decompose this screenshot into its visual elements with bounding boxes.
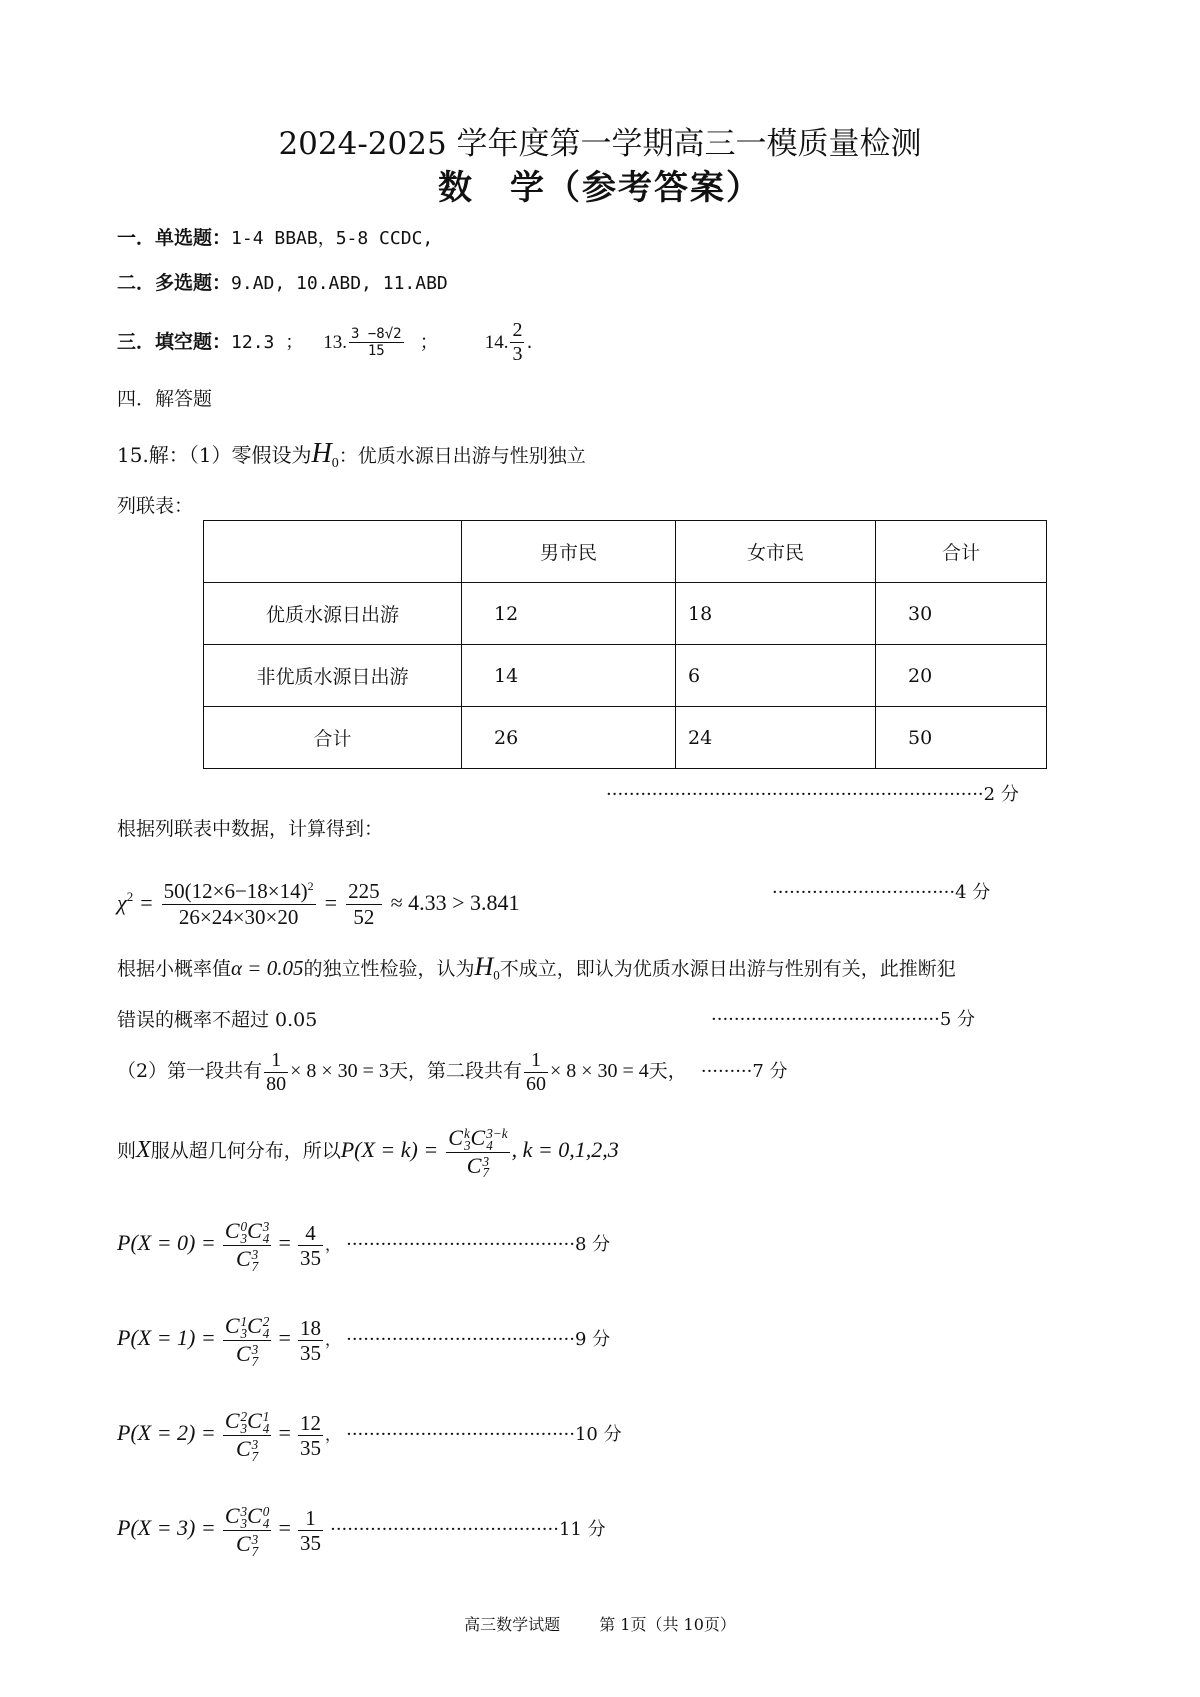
fraction-numerator: C 0 3 C 3 4 (224, 1218, 270, 1247)
table-cell: 12 (462, 583, 676, 645)
fraction-numerator: $50(12\times 6-18\times 14)^2$ (163, 879, 314, 904)
conclusion-text: 根据小概率值 (117, 958, 232, 980)
answer-q14-fraction (510, 319, 524, 366)
dot-leader: ·································································· (606, 784, 984, 805)
dot-leader: ········································ (346, 1329, 575, 1350)
page-number: 第 1页（共 10页） (599, 1615, 736, 1634)
fraction-numerator: 225 (348, 879, 380, 904)
prob-lhs: P(X = 3) = (117, 1515, 216, 1540)
compute-text: 根据列联表中数据，计算得到： (117, 818, 384, 840)
section-single-choice (117, 223, 433, 250)
random-variable-x: X (136, 1137, 151, 1163)
chi-square-formula: $\chi^2$ = $\frac{50(12\times 6-18\times 14)^2}{26\times 24\times 30\times 20}$ = $\frac{225}{52}$ ≈ 4.33 > 3.841 (117, 879, 520, 929)
h0-symbol: H (311, 438, 332, 469)
table-row (204, 645, 1047, 707)
c3-superscript: 3 (240, 1504, 248, 1520)
table-cell: 非优质水源日出游 (204, 645, 462, 707)
table-header-cell: 男市民 (462, 521, 676, 583)
fraction-numerator: 12 (300, 1410, 321, 1435)
footer-left: 高三数学试题 (464, 1615, 561, 1634)
c4-superscript: 3 (262, 1219, 270, 1235)
fraction-numerator: 3 −8√2 (351, 325, 402, 342)
prob-separator: ， (325, 1330, 342, 1349)
fraction-denominator: C 3 7 (235, 1531, 259, 1559)
table-cell: 优质水源日出游 (204, 583, 462, 645)
chi-result: ≈ 4.33 > 3.841 (390, 890, 520, 916)
section-solutions: 四．解答题 (117, 388, 213, 410)
c3-superscript: 0 (240, 1219, 248, 1235)
part2-expr: × 8 × 30 = 3 (290, 1060, 389, 1082)
table-cell: 合计 (204, 707, 462, 769)
prob-separator: ， (325, 1425, 342, 1444)
part2-text: 天， (648, 1060, 687, 1082)
c3-superscript: 1 (240, 1314, 248, 1330)
prob-combination-fraction (223, 1408, 272, 1463)
fraction-denominator: 35 (300, 1246, 321, 1270)
prob-value-fraction (298, 1506, 323, 1555)
probability-row-1: P(X = 1) = C 1 3 C 2 4 C 3 7 = $\frac{18}{35}$ ， ········································9 分 (117, 1313, 611, 1369)
dist-formula-lhs: P(X = k) = (340, 1137, 439, 1162)
fraction-numerator: C 1 3 C 2 4 (224, 1313, 270, 1342)
c4-superscript: 1 (262, 1409, 270, 1425)
prob-combination-fraction (223, 1218, 272, 1273)
score-label: 5 分 (939, 1009, 976, 1030)
table-row (204, 707, 1047, 769)
contingency-table (203, 520, 1047, 769)
dot-leader: ········································ (346, 1234, 575, 1255)
table-header-cell (204, 521, 462, 583)
dot-leader: ········· (700, 1061, 753, 1082)
score-line-4 (772, 878, 990, 904)
section-label: 三．填空题： (117, 331, 232, 353)
fraction-numerator: C 2 3 C 1 4 (224, 1408, 270, 1437)
score-label: 10 分 (574, 1424, 622, 1445)
conclusion-line-2: 错误的概率不超过 0.05 (117, 1009, 318, 1031)
fraction-numerator: 18 (300, 1315, 321, 1340)
page-subtitle: 数 学（参考答案） (438, 168, 762, 208)
score-label: 9 分 (574, 1329, 611, 1350)
chi-symbol: χ (117, 890, 127, 916)
distribution-line (117, 1108, 619, 1192)
table-header-cell: 合计 (876, 521, 1047, 583)
table-cell: 6 (676, 645, 876, 707)
probability-row-2: P(X = 2) = C 2 3 C 1 4 C 3 7 = $\frac{12}{35}$ ， ········································10 分 (117, 1408, 622, 1464)
dot-leader: ········································ (346, 1424, 575, 1445)
fraction-numerator: C 3 3 C 0 4 (224, 1503, 270, 1532)
multi-choice-answers: 9.AD, 10.ABD, 11.ABD (231, 273, 448, 294)
score-line-2 (606, 780, 1019, 806)
fraction-denominator: 60 (525, 1072, 546, 1095)
dist-text: 服从超几何分布，所以 (150, 1140, 341, 1162)
chi-main-fraction (162, 879, 316, 928)
fraction-denominator: C 3 7 (235, 1246, 259, 1274)
prob-lhs: P(X = 2) = (117, 1420, 216, 1445)
section-fill-blank: 三．填空题：12.3 ； 13. $\frac{3 -8√2}{15}$ ； 14. $\frac{2}{3}$ . (117, 319, 533, 365)
alpha-value: α = 0.05 (231, 956, 304, 980)
section-label: 一．单选题： (117, 227, 232, 249)
conclusion-line-1 (117, 952, 956, 984)
table-cell: 24 (676, 707, 876, 769)
prob-combination-fraction (223, 1313, 272, 1368)
score-line-5 (711, 1005, 975, 1031)
prob-separator: ， (325, 1235, 342, 1254)
table-caption: 列联表： (117, 495, 194, 517)
single-choice-answers: 1-4 BBAB，5-8 CCDC, (231, 228, 434, 249)
fraction-numerator: 2 (512, 319, 523, 341)
dist-text: 则 (117, 1140, 137, 1162)
fraction-1-80 (264, 1049, 288, 1096)
part2-text: （2）第一段共有 (117, 1060, 263, 1082)
dist-formula-fraction (446, 1125, 509, 1180)
score-label: 4 分 (955, 882, 991, 903)
table-cell: 50 (876, 707, 1047, 769)
probability-row-3: P(X = 3) = C 3 3 C 0 4 C 3 7 = $\frac{1}{35}$ ········································11 分 (117, 1503, 606, 1559)
answer-q13-fraction (349, 326, 404, 359)
chi-value-fraction (346, 879, 382, 928)
chi-numerator-text: 50(12×6−18×14) (163, 879, 308, 904)
fraction-denominator: 3 (512, 343, 523, 365)
fraction-denominator: 26×24×30×20 (178, 904, 299, 929)
table-cell: 20 (876, 645, 1047, 707)
hypothesis-text: ：优质水源日出游与性别独立 (338, 445, 586, 467)
conclusion-text: 的独立性检验，认为 (303, 958, 475, 980)
table-header-cell: 女市民 (676, 521, 876, 583)
table-row (204, 583, 1047, 645)
fraction-denominator: C 3 7 (235, 1436, 259, 1464)
score-label: 2 分 (983, 784, 1019, 805)
prob-lhs: P(X = 1) = (117, 1325, 216, 1350)
prob-value-fraction (298, 1221, 323, 1270)
q15-intro (117, 438, 586, 472)
answer-q12: 12.3 ； (231, 332, 304, 353)
probability-row-0: P(X = 0) = C 0 3 C 3 4 C 3 7 = $\frac{4}{35}$ ， ········································8 分 (117, 1218, 611, 1274)
prob-lhs: P(X = 0) = (117, 1230, 216, 1255)
score-label: 11 分 (558, 1519, 606, 1540)
dot-leader: ································ (772, 882, 956, 903)
prob-value-fraction (298, 1411, 323, 1460)
fraction-denominator: 35 (300, 1341, 321, 1365)
fraction-denominator: 80 (266, 1072, 287, 1095)
table-cell: 26 (462, 707, 676, 769)
section-multi-choice (117, 268, 448, 295)
fraction-numerator: 1 (524, 1049, 548, 1073)
fraction-numerator: 4 (298, 1221, 323, 1246)
section-label: 二．多选题： (117, 272, 232, 294)
page-footer (0, 1612, 1200, 1635)
fraction-numerator: 1 (298, 1506, 323, 1531)
c3-superscript: 2 (240, 1409, 248, 1425)
table-cell: 30 (876, 583, 1047, 645)
h0-subscript: 0 (331, 455, 339, 471)
c4-superscript: 0 (262, 1504, 270, 1520)
part2-line (117, 1038, 788, 1104)
fraction-denominator: 52 (353, 904, 375, 929)
fraction-1-60 (524, 1049, 548, 1096)
table-cell: 18 (676, 583, 876, 645)
fraction-numerator: C k 3 C 3−k 4 (448, 1124, 508, 1153)
answer-q14-label: 14. (484, 332, 509, 353)
page-title: 2024-2025 学年度第一学期高三一模质量检测 (278, 126, 922, 162)
fraction-denominator: C 3 7 (466, 1152, 490, 1181)
fraction-denominator: C 3 7 (235, 1341, 259, 1369)
dot-leader: ········································ (330, 1519, 559, 1540)
conclusion-text: 不成立，即认为优质水源日出游与性别有关，此推断犯 (499, 958, 956, 980)
prob-combination-fraction (223, 1503, 272, 1558)
c4-superscript: 2 (262, 1314, 270, 1330)
fraction-denominator: 35 (300, 1531, 321, 1555)
part2-expr: × 8 × 30 = 4 (549, 1060, 649, 1082)
score-label: 8 分 (574, 1234, 611, 1255)
part2-text: 天，第二段共有 (388, 1060, 522, 1082)
dot-leader: ········································ (711, 1009, 940, 1030)
score-label: 7 分 (752, 1061, 788, 1082)
h0-symbol: H (474, 952, 494, 981)
separator: ； (419, 331, 439, 353)
fraction-numerator: 1 (264, 1049, 288, 1073)
dist-formula-tail: , k = 0,1,2,3 (511, 1137, 619, 1162)
q15-intro-text: 15.解：（1）零假设为 (117, 443, 312, 467)
h0-subscript: 0 (493, 967, 500, 983)
answer-q13-label: 13. (323, 332, 347, 353)
fraction-denominator: 35 (300, 1436, 321, 1460)
fraction-denominator: 15 (367, 343, 385, 359)
prob-value-fraction (298, 1316, 323, 1365)
table-cell: 14 (462, 645, 676, 707)
table-header-row (204, 521, 1047, 583)
